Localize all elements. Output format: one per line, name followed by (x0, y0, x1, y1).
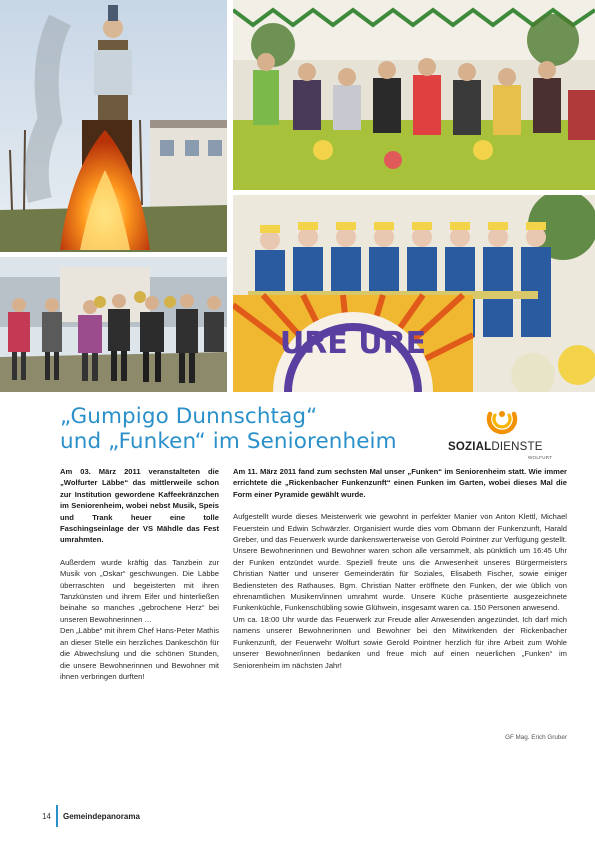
photo-musicians (0, 257, 227, 392)
photo-clowns-banner (233, 195, 595, 392)
photo-bonfire (0, 0, 227, 252)
headline-line-2: und „Funken“ im Seniorenheim (60, 429, 397, 454)
left-paragraph-1: Außerdem wurde kräftig das Tanzbein zur Musik von „Oskar“ geschwungen. Die Läbbe überraschten und begeisterten mit ihren Tanzkünsten und ihrem Eifer und hinterließen beinahe so manches „gebrochene Herz“ bei unseren Bewohnerinnen … (60, 557, 219, 624)
logo-wordmark (448, 441, 556, 453)
left-lead-paragraph: Am 03. März 2011 veranstalteten die „Wolfurter Läbbe“ das mittlerweile schon zur Institution gewordene Kaffeekränzchen im Seniorenheim, wobei nebst Musik, Speis und Trank heuer eine tolle Faschingseinlage der VS Mähdle das Fest umrahmten. (60, 467, 219, 545)
left-column (60, 466, 219, 682)
photo-carnival-party (233, 0, 595, 190)
headline-line-1: „Gumpigo Dunnschtag“ (60, 404, 318, 429)
right-paragraph-2: Um ca. 18:00 Uhr wurde das Feuerwerk zur Freude aller Anwesenden angezündet. Ich darf mich namens unserer Bewohnerinnen und Bewohner bei den Mitwirkenden der Rickenbacher Funkenzunft, der Feuerwehr Wolfurt sowie Gerold Pointner herzlich für ihre Arbeit zum Wohle unserer Bewohner/innen bedanken und freue mich auf einen neuerlichen „Funken“ im Seniorenheim im nächsten Jahr! (233, 614, 567, 670)
logo-subtitle: WOLFURT (528, 455, 553, 460)
banner-text: URE URE (279, 326, 427, 361)
footer-divider (56, 805, 58, 827)
logo-mark-icon (484, 404, 520, 438)
page-number: 14 (42, 812, 51, 821)
left-paragraph-2: Den „Läbbe“ mit ihrem Chef Hans-Peter Mathis an dieser Stelle ein herzliches Dankeschön für die Abwechslung und die schönen Stunden, die unsere Bewohnerinnen und Bewohner mit ihnen verbringen durften! (60, 626, 219, 681)
right-paragraph-1: Aufgestellt wurde dieses Meisterwerk wie gewohnt in perfekter Manier von Anton Klettl, Michael Feuerstein und Edwin Schwärzler. Organisiert wurde dies vom Obmann der Funkenzunft, Harald Greber, und das Feuerwerk wurde dankenswerterweise von Gerold Pointner zur Verfügung gestellt. Unsere Bewohnerinnen und Bewohner waren schon alle versammelt, als pünktlich um 16:45 Uhr der Funken entzündet wurde. Speziell freute uns die Anwesenheit unseres Bürgermeisters Christian Natter und unserer Gemeinderätin für Soziales, Elisabeth Fischer, sowie einiger Bediensteten des Rathauses. Bgm. Christian Natter eröffnete den Funken, der wie üblich von ehrenamtlichen Musikern/innen umrahmt wurde. Unsere Küche präsentierte ausgezeichnete Funkenküchle, Funkenschübling sowie Glühwein, insgesamt waren ca. 150 Personen anwesend. (233, 512, 567, 613)
logo-part-2: DIENSTE (491, 441, 543, 453)
sozialdienste-logo (448, 404, 556, 458)
article-author: GF Mag. Erich Gruber (505, 734, 567, 741)
logo-part-1: SOZIAL (448, 441, 492, 453)
right-column (233, 466, 567, 671)
article-headline (60, 404, 430, 454)
publication-name: Gemeindepanorama (63, 812, 140, 821)
right-lead-paragraph: Am 11. März 2011 fand zum sechsten Mal unser „Funken“ im Seniorenheim statt. Wie immer errichtete die „Rickenbacher Funkenzunft“ einen Funken im Garten, wobei dieses Mal die Form einer Pyramide gewählt wurde. (233, 467, 567, 499)
